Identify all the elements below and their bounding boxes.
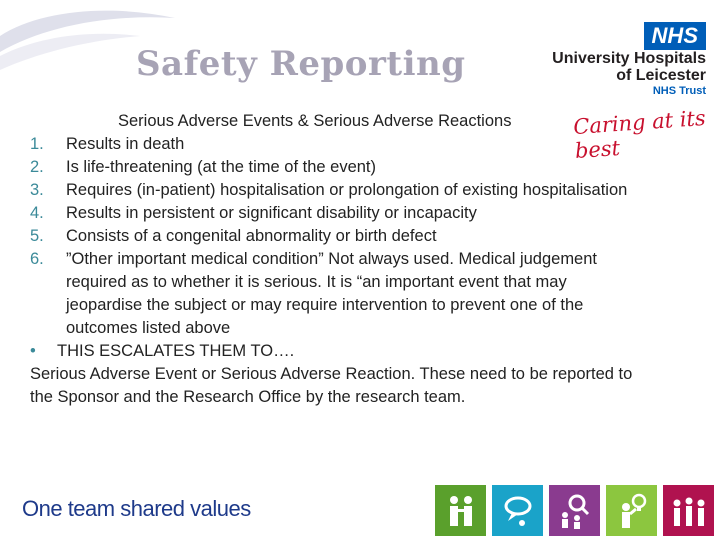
item-number: 3.	[30, 181, 44, 199]
list-item	[30, 179, 640, 202]
list-item	[30, 248, 640, 340]
slide-title: Safety Reporting	[136, 44, 466, 84]
item-text: Consists of a congenital abnormality or birth defect	[66, 227, 437, 245]
item-number: 1.	[30, 135, 44, 153]
nhs-logo	[536, 22, 706, 98]
logo-line-1: University Hospitals	[552, 50, 706, 67]
tagline: Caring at its best	[572, 105, 707, 164]
slide-subtitle: Serious Adverse Events & Serious Adverse Reactions	[118, 112, 512, 130]
nhs-badge: NHS	[644, 22, 706, 50]
team-people-icon	[435, 485, 486, 536]
item-text: Results in persistent or significant disability or incapacity	[66, 204, 477, 222]
item-text: Results in death	[66, 135, 185, 153]
magnifier-people-icon	[549, 485, 600, 536]
list-item	[30, 156, 640, 179]
logo-line-2: of Leicester	[616, 67, 706, 84]
lightbulb-person-icon	[606, 485, 657, 536]
item-text: Requires (in-patient) hospitalisation or prolongation of existing hospitalisation	[66, 181, 628, 199]
bullet-text: THIS ESCALATES THEM TO….	[57, 342, 295, 360]
item-number: 2.	[30, 158, 44, 176]
closing-text: Serious Adverse Event or Serious Adverse Reaction. These need to be reported to the Sponsor and the Research Office by the research team.	[30, 365, 633, 406]
list-item	[30, 225, 640, 248]
item-text: Is life-threatening (at the time of the event)	[66, 158, 376, 176]
bullet-icon: •	[30, 342, 36, 360]
footer-text: One team shared values	[22, 496, 251, 521]
slide-body	[30, 110, 640, 409]
item-number: 6.	[30, 250, 44, 268]
speech-bubble-icon	[492, 485, 543, 536]
list-item	[30, 133, 640, 156]
item-number: 5.	[30, 227, 44, 245]
list-item	[30, 202, 640, 225]
group-people-icon	[663, 485, 714, 536]
escalation-bullet	[30, 340, 640, 363]
item-text: ”Other important medical condition” Not always used. Medical judgement required as to whether it is serious. It is “an important event that may jeopardise the subject or may require intervention to prevent one of the outcomes listed above	[66, 250, 597, 337]
values-icons	[435, 485, 714, 536]
logo-trust: NHS Trust	[652, 85, 706, 97]
criteria-list	[30, 133, 640, 340]
item-number: 4.	[30, 204, 44, 222]
